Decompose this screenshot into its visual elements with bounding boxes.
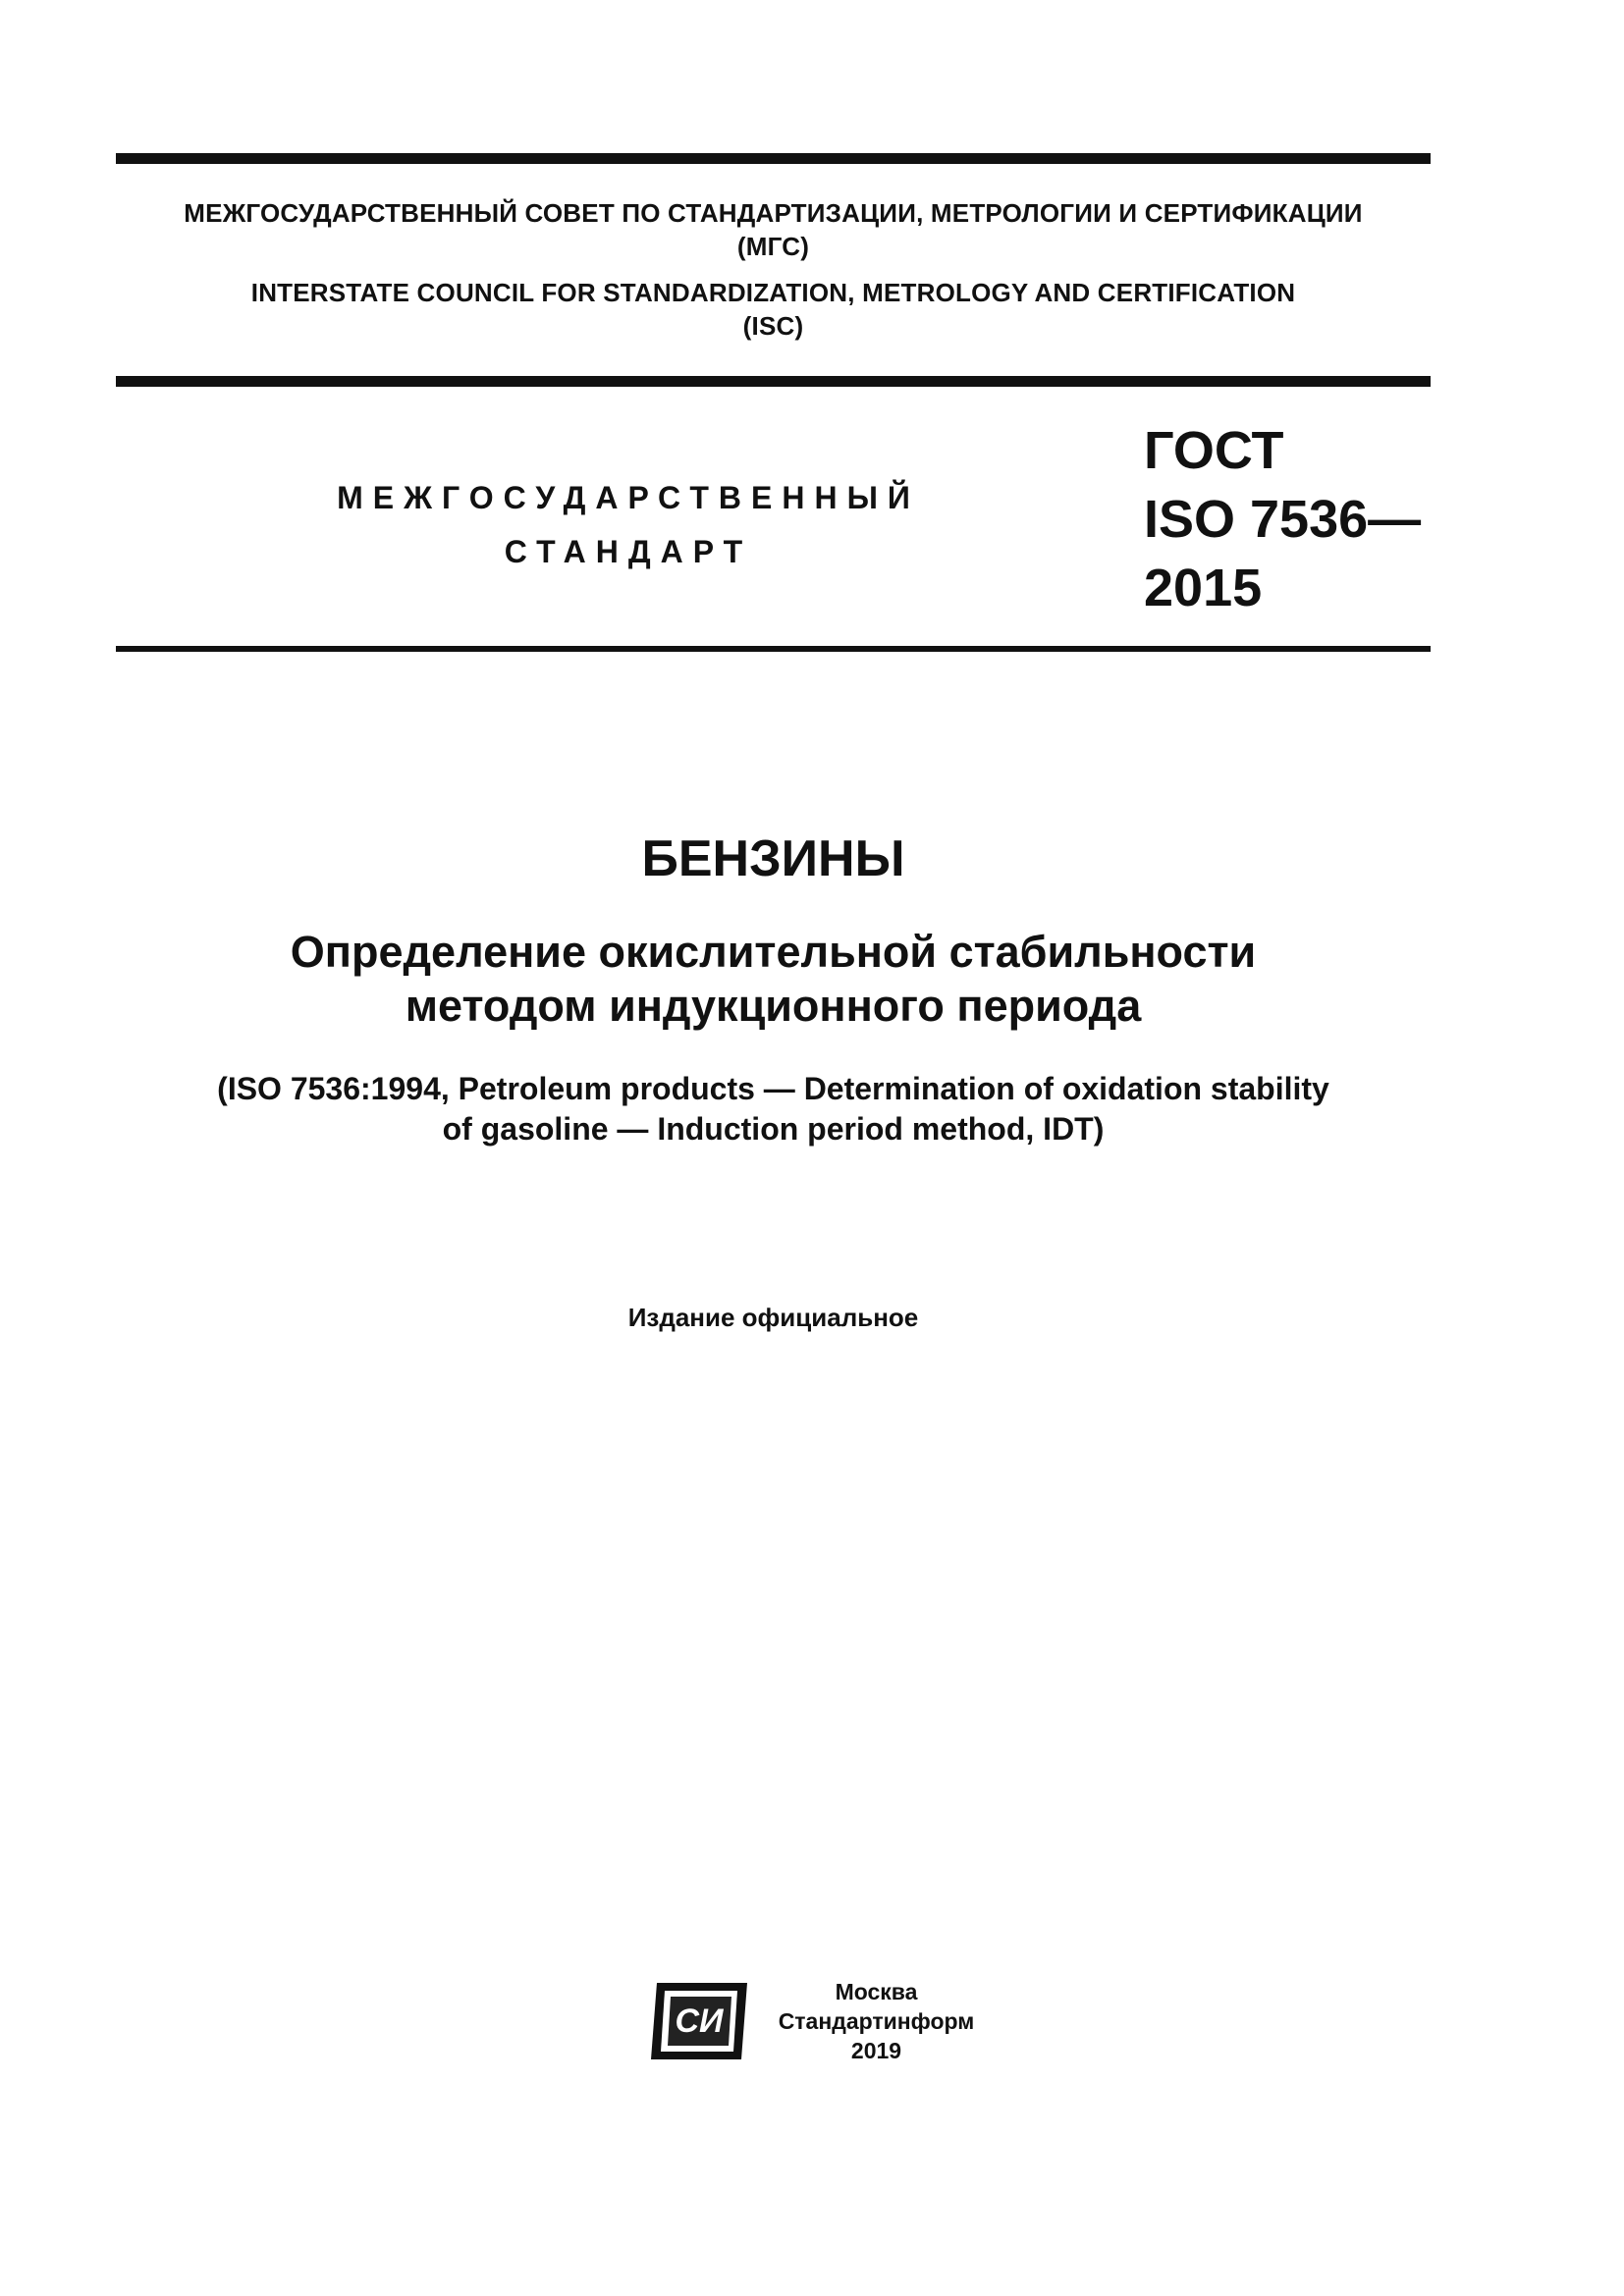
subtitle-line1: Определение окислительной стабильности bbox=[290, 927, 1257, 977]
publisher-block bbox=[751, 1977, 1001, 2065]
council-ru-line1: МЕЖГОСУДАРСТВЕННЫЙ СОВЕТ ПО СТАНДАРТИЗАЦИИ, МЕТРОЛОГИИ И СЕРТИФИКАЦИИ bbox=[184, 198, 1363, 228]
top-rule bbox=[116, 153, 1431, 164]
standard-type-line2: СТАНДАРТ bbox=[504, 534, 753, 569]
edition-note: Издание официальное bbox=[627, 1303, 919, 1332]
iso-reference-line1: (ISO 7536:1994, Petroleum products — Determination of oxidation stability bbox=[217, 1071, 1329, 1106]
document-title: БЕНЗИНЫ bbox=[641, 830, 905, 887]
publisher-city: Москва bbox=[835, 1979, 918, 2004]
designation-line2: ISO 7536— bbox=[1144, 490, 1422, 549]
publication-year: 2019 bbox=[850, 2038, 902, 2063]
bottom-rule bbox=[116, 646, 1431, 652]
council-name-ru bbox=[116, 196, 1431, 263]
council-name-en bbox=[116, 276, 1431, 343]
designation-line3: 2015 bbox=[1144, 559, 1263, 617]
logo-lettering: СИ bbox=[675, 2002, 724, 2040]
standard-type-label bbox=[295, 471, 962, 579]
council-en-line1: INTERSTATE COUNCIL FOR STANDARDIZATION, METROLOGY AND CERTIFICATION bbox=[250, 278, 1296, 307]
publisher-logo-icon bbox=[651, 1983, 747, 2059]
iso-reference bbox=[116, 1069, 1431, 1149]
standard-designation bbox=[1144, 416, 1421, 622]
standard-type-line1: МЕЖГОСУДАРСТВЕННЫЙ bbox=[337, 480, 920, 515]
iso-reference-line2: of gasoline — Induction period method, IDT) bbox=[442, 1111, 1105, 1147]
subtitle-line2: методом индукционного периода bbox=[405, 981, 1142, 1031]
document-subtitle bbox=[116, 925, 1431, 1033]
publisher-name: Стандартинформ bbox=[778, 2008, 975, 2034]
middle-rule bbox=[116, 376, 1431, 387]
council-en-abbr: (ISC) bbox=[742, 311, 804, 341]
designation-line1: ГОСТ bbox=[1144, 421, 1284, 480]
council-ru-abbr: (МГС) bbox=[736, 232, 810, 261]
